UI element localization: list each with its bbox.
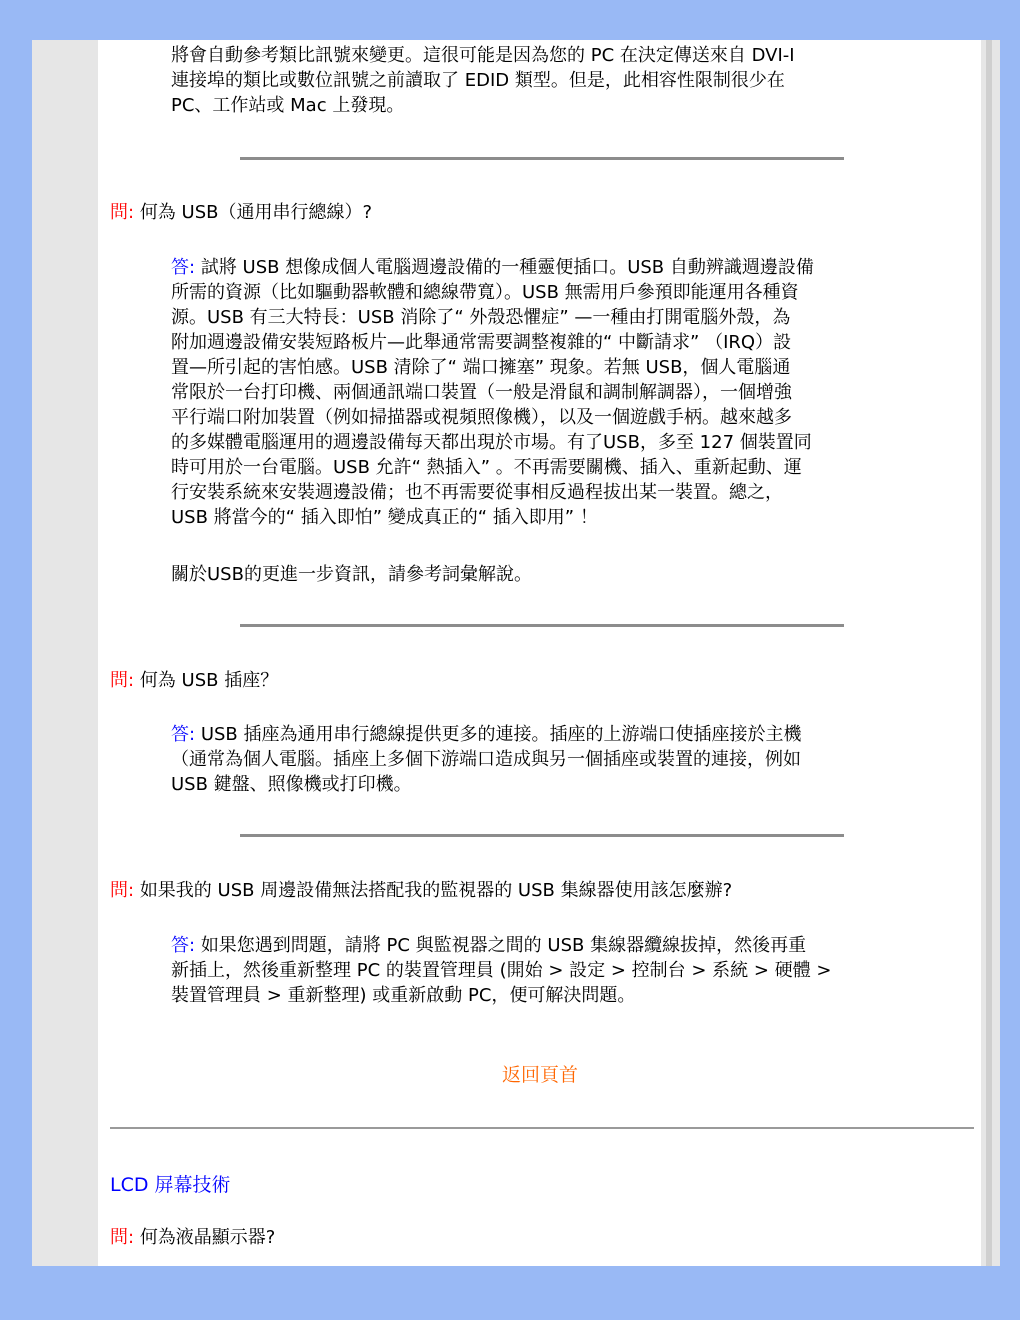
intro-line: 連接埠的類比或數位訊號之前讀取了 EDID 類型。但是，此相容性限制很少在 xyxy=(171,70,785,91)
section-divider xyxy=(110,1127,974,1129)
answer-line: 所需的資源（比如驅動器軟體和總線帶寬）。USB 無需用戶參預即能運用各種資 xyxy=(171,282,799,303)
answer-line: 新插上，然後重新整理 PC 的裝置管理員 (開始 > 設定 > 控制台 > 系統 > 硬體 > xyxy=(171,960,832,981)
answer-line: 裝置管理員 > 重新整理) 或重新啟動 PC，便可解決問題。 xyxy=(171,985,636,1006)
answer-line: USB 將當今的“ 插入即怕” 變成真正的“ 插入即用” ！ xyxy=(171,507,598,528)
question-usb-hub xyxy=(110,668,278,693)
question-label: 問: xyxy=(110,880,135,901)
answer-line: 的多媒體電腦運用的週邊設備每天都出現於市場。有了USB，多至 127 個裝置同 xyxy=(171,432,812,453)
question-label: 問: xyxy=(110,1227,135,1248)
question-text: 何為 USB（通用串行總線）? xyxy=(139,202,373,223)
question-text: 如果我的 USB 周邊設備無法搭配我的監視器的 USB 集線器使用該怎麼辦? xyxy=(139,880,733,901)
answer-label: 答: xyxy=(171,257,196,278)
answer-line: 如果您遇到問題，請將 PC 與監視器之間的 USB 集線器纜線拔掉，然後再重 xyxy=(200,935,807,956)
answer-usb-peripheral xyxy=(171,933,916,1008)
question-label: 問: xyxy=(110,202,135,223)
answer-line: 常限於一台打印機、兩個通訊端口裝置（一般是滑鼠和調制解調器），一個增強 xyxy=(171,382,792,403)
question-usb-peripheral xyxy=(110,878,732,903)
intro-line: 將會自動參考類比訊號來變更。這很可能是因為您的 PC 在決定傳送來自 DVI-I xyxy=(171,45,795,66)
answer-line: 附加週邊設備安裝短路板片—此舉通常需要調整複雜的“ 中斷請求” （IRQ）設 xyxy=(171,332,792,353)
separator-rule xyxy=(240,624,844,627)
question-usb xyxy=(110,200,372,225)
answer-usb xyxy=(171,255,916,530)
answer-line: 源。USB 有三大特長：USB 消除了“ 外殼恐懼症” —一種由打開電腦外殼，為 xyxy=(171,307,791,328)
answer-line: 行安裝系統來安裝週邊設備；也不再需要從事相反過程拔出某一裝置。總之， xyxy=(171,482,783,503)
answer-line: 試將 USB 想像成個人電腦週邊設備的一種靈便插口。USB 自動辨識週邊設備 xyxy=(200,257,814,278)
separator-rule xyxy=(240,157,844,160)
answer-line: （通常為個人電腦。插座上多個下游端口造成與另一個插座或裝置的連接，例如 xyxy=(171,749,801,770)
question-label: 問: xyxy=(110,670,135,691)
answer-line: USB 鍵盤、照像機或打印機。 xyxy=(171,774,412,795)
question-text: 何為 USB 插座？ xyxy=(139,670,279,691)
question-text: 何為液晶顯示器? xyxy=(139,1227,276,1248)
intro-line: PC、工作站或 Mac 上發現。 xyxy=(171,95,405,116)
usb-glossary-note xyxy=(171,562,916,587)
answer-line: 時可用於一台電腦。USB 允許“ 熱插入” 。不再需要關機、插入、重新起動、運 xyxy=(171,457,802,478)
answer-usb-hub xyxy=(171,722,916,797)
answer-label: 答: xyxy=(171,724,196,745)
answer-line: USB 插座為通用串行總線提供更多的連接。插座的上游端口使插座接於主機 xyxy=(200,724,802,745)
section-title-lcd[interactable]: LCD 屏幕技術 xyxy=(110,1174,231,1196)
question-lcd xyxy=(110,1225,275,1250)
answer-line: 置—所引起的害怕感。USB 清除了“ 端口擁塞” 現象。若無 USB，個人電腦通 xyxy=(171,357,791,378)
glossary-note-text: 關於USB的更進一步資訊，請參考詞彙解說。 xyxy=(171,564,532,585)
back-to-top-link[interactable]: 返回頁首 xyxy=(501,1064,578,1086)
answer-label: 答: xyxy=(171,935,196,956)
answer-line: 平行端口附加裝置（例如掃描器或視頻照像機），以及一個遊戲手柄。越來越多 xyxy=(171,407,792,428)
separator-rule xyxy=(240,834,844,837)
intro-paragraph xyxy=(171,43,916,118)
